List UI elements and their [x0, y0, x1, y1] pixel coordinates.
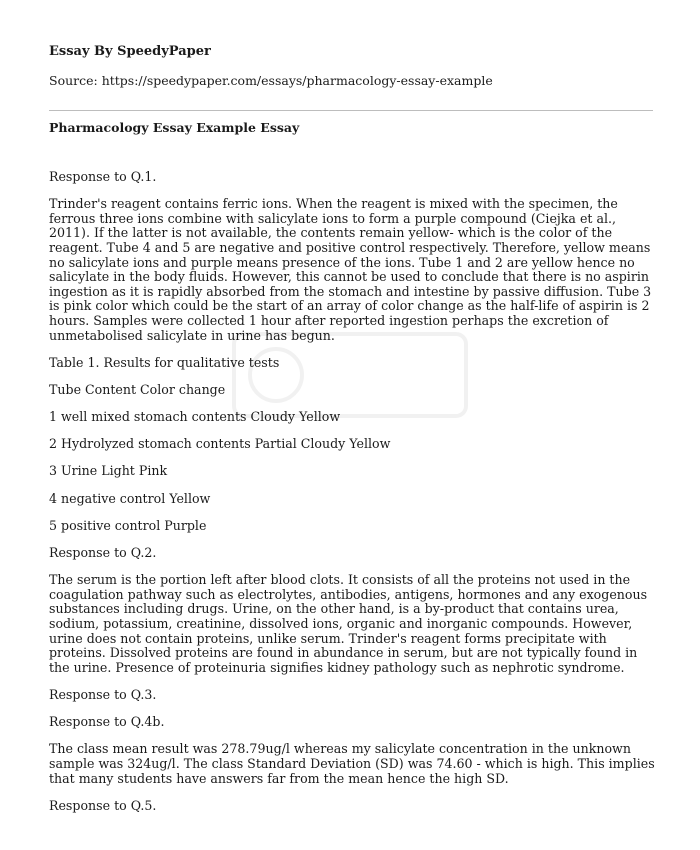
table-row-2: 2 Hydrolyzed stomach contents Partial Cloudy Yellow — [49, 436, 391, 452]
paragraph-class-mean: The class mean result was 278.79ug/l whereas my salicylate concentration in the unknown sample was 324ug/l. The class Standard Deviation (SD) was 74.60 - which is high. This implies that many students have answers far from the mean hence the high SD. — [49, 741, 655, 786]
essay-title: Pharmacology Essay Example Essay — [49, 120, 300, 135]
table-row-1: 1 well mixed stomach contents Cloudy Yellow — [49, 409, 341, 425]
paragraph-response-q3: Response to Q.3. — [49, 686, 157, 702]
paragraph-response-q5: Response to Q.5. — [49, 797, 157, 813]
paragraph-trinder: Trinder's reagent contains ferric ions. When the reagent is mixed with the specimen, the ferrous three ions combine with salicylate ions to form a purple compound (Ciejka et al., 2011). If the latter is not available, the contents remain yellow- which is the color of the reagent. Tube 4 and 5 are negative and positive control respectively. Therefore, yellow means no salicylate ions and purple means presence of the ions. Tube 1 and 2 are yellow hence no salicylate in the body fluids. However, this cannot be used to conclude that there is no aspirin ingestion as it is rapidly absorbed from the stomach and intestine by passive diffusion. Tube 3 is pink color which could be the start of an array of color change as the half-life of aspirin is 2 hours. Samples were collected 1 hour after reported ingestion perhaps the excretion of unmetabolised salicylate in urine has begun. — [49, 196, 652, 343]
header-divider — [49, 110, 653, 111]
essay-body — [49, 170, 659, 826]
paragraph-response-q1: Response to Q.1. — [49, 169, 157, 184]
paragraph-response-q2: Response to Q.2. — [49, 545, 157, 561]
table-caption: Table 1. Results for qualitative tests — [49, 354, 280, 370]
essay-by-heading: Essay By SpeedyPaper — [49, 44, 211, 59]
table-row-3: 3 Urine Light Pink — [49, 463, 168, 479]
paragraph-serum: The serum is the portion left after blood clots. It consists of all the proteins not used in the coagulation pathway such as electrolytes, antibodies, antigens, hormones and any exogenous substances including drugs. Urine, on the other hand, is a by-product that contains urea, sodium, potassium, creatinine, dissolved ions, organic and inorganic compounds. However, urine does not contain proteins, unlike serum. Trinder's reagent forms precipitate with proteins. Dissolved proteins are found in abundance in serum, but are not typically found in the urine. Presence of proteinuria signifies kidney pathology such as nephrotic syndrome. — [49, 572, 648, 675]
table-row-5: 5 positive control Purple — [49, 517, 207, 533]
paragraph-response-q4b: Response to Q.4b. — [49, 714, 165, 730]
source-line: Source: https://speedypaper.com/essays/pharmacology-essay-example — [49, 73, 493, 88]
table-header-line: Tube Content Color change — [49, 381, 226, 397]
table-row-4: 4 negative control Yellow — [49, 490, 211, 506]
